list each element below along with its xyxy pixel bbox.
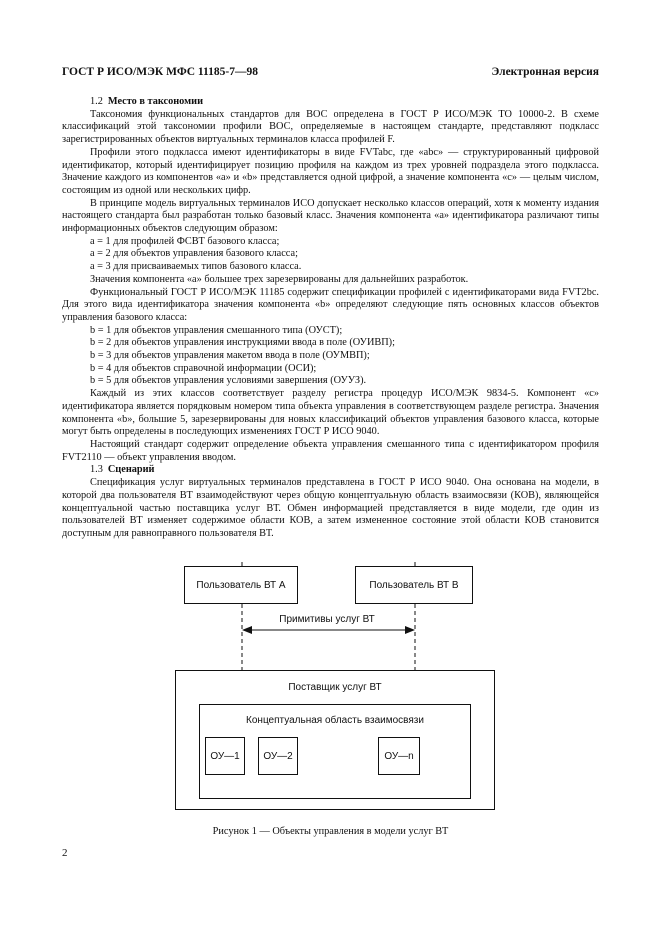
- electronic-version-header: Электронная версия: [491, 66, 599, 78]
- primitives-label: Примитивы услуг ВТ: [279, 614, 375, 625]
- paragraph: Спецификация услуг виртуальных терминалов представлена в ГОСТ Р ИСО 9040. Она основана на модели, в которой два пользователя ВТ взаимодействуют через общую концептуальную область взаимосвязи (КОВ), являющейся концептуальной частью поставщика услуг ВТ. Обмен информацией представляется в виде модели, где один из пользователей ВТ изменяет содержимое области КОВ, а затем измененное состояние этой области КОВ становится доступным для равноправного пользователя ВТ.: [62, 477, 599, 539]
- figure-caption: Рисунок 1 — Объекты управления в модели услуг ВТ: [212, 826, 449, 837]
- main-text: [62, 96, 599, 541]
- paragraph: Профили этого подкласса имеют идентификаторы в виде FVTabc, где «abc» — структурированный цифровой идентификатор, который идентифицирует позицию профиля на каждом из трех уровней подраздела этого подкласса. Значение каждого из компонентов «a» и «b» представляется одной цифрой, а значение компонента «c» — целым числом, состоящим из одной или нескольких цифр.: [62, 146, 599, 196]
- paragraph: Значения компонента «a» большее трех зарезервированы для дальнейших разработок.: [90, 273, 469, 285]
- ou-1-box: [205, 737, 245, 775]
- list-item: b = 5 для объектов управления условиями завершения (ОУУЗ).: [90, 375, 367, 387]
- section-number: 1.2: [90, 96, 103, 107]
- ou-n-label: ОУ—n: [384, 750, 414, 762]
- user-b-label: Пользователь ВТ В: [369, 579, 459, 591]
- section-title: Сценарий: [107, 464, 155, 476]
- section-title: Место в таксономии: [107, 96, 203, 107]
- paragraph: Настоящий стандарт содержит определение объекта управления смешанного типа с идентификатором профиля FVT2110 — объект управления вводом.: [62, 438, 599, 463]
- list-item: a = 2 для объектов управления базового класса;: [90, 248, 298, 260]
- user-a-label: Пользователь ВТ А: [196, 579, 286, 591]
- arrow-right-icon: [405, 626, 415, 634]
- list-item: b = 1 для объектов управления смешанного типа (ОУСТ);: [90, 324, 343, 336]
- provider-label: Поставщик услуг ВТ: [288, 682, 382, 693]
- arrow-left-icon: [242, 626, 252, 634]
- conceptual-area-box: [199, 704, 471, 799]
- ou-1-label: ОУ—1: [210, 750, 240, 762]
- conceptual-area-label: Концептуальная область взаимосвязи: [246, 715, 424, 726]
- section-1-2-heading: [62, 96, 599, 109]
- list-item: a = 3 для присваиваемых типов базового класса.: [90, 261, 302, 273]
- list-item: b = 4 для объектов справочной информации (ОСИ);: [90, 362, 317, 374]
- ou-2-box: [258, 737, 298, 775]
- page-number: 2: [62, 847, 68, 859]
- paragraph: Каждый из этих классов соответствует разделу регистра процедур ИСО/МЭК 9834-5. Компонент «c» идентификатора является порядковым номером типа объекта управления в соответствующем разделе регистра. Значения компонента «b», большие 5, зарезервированы для новых классификаций объектов управления базового класса, которые могут быть определены в последующих изменениях ГОСТ Р ИСО 9040.: [62, 388, 599, 438]
- paragraph: В принципе модель виртуальных терминалов ИСО допускает несколько классов операций, хотя к моменту издания настоящего стандарта был разработан только базовый класс. Значения компонента «a» идентификатора различают типы информационных объектов следующим образом:: [62, 197, 599, 235]
- figure-diagram: [175, 562, 495, 810]
- paragraph: Функциональный ГОСТ Р ИСО/МЭК 11185 содержит спецификации профилей с идентификаторами вида FVT2bc. Для этого вида идентификатора значения компонента «b» определяют следующие пять основных классов объектов управления базового класса:: [62, 286, 599, 323]
- user-b-box: [355, 566, 473, 604]
- provider-box: [175, 670, 495, 810]
- paragraph: Таксономия функциональных стандартов для ВОС определена в ГОСТ Р ИСО/МЭК ТО 10000-2. В схеме классификаций этой таксономии профили ВОС, определяемые в настоящем стандарте, представляют подкласс зарегистрированных объектов виртуальных терминалов класса профилей F.: [62, 108, 599, 146]
- section-number: 1.3: [90, 464, 103, 476]
- ou-2-label: ОУ—2: [263, 750, 293, 762]
- user-a-box: [184, 566, 298, 604]
- list-item: b = 2 для объектов управления инструкциями ввода в поле (ОУИВП);: [90, 337, 395, 349]
- list-item: a = 1 для профилей ФСВТ базового класса;: [90, 235, 280, 247]
- section-1-3-heading: [62, 464, 599, 477]
- list-item: b = 3 для объектов управления макетом ввода в поле (ОУМВП);: [90, 350, 370, 362]
- ou-n-box: [378, 737, 420, 775]
- document-code-header: ГОСТ Р ИСО/МЭК МФС 11185-7—98: [62, 66, 258, 78]
